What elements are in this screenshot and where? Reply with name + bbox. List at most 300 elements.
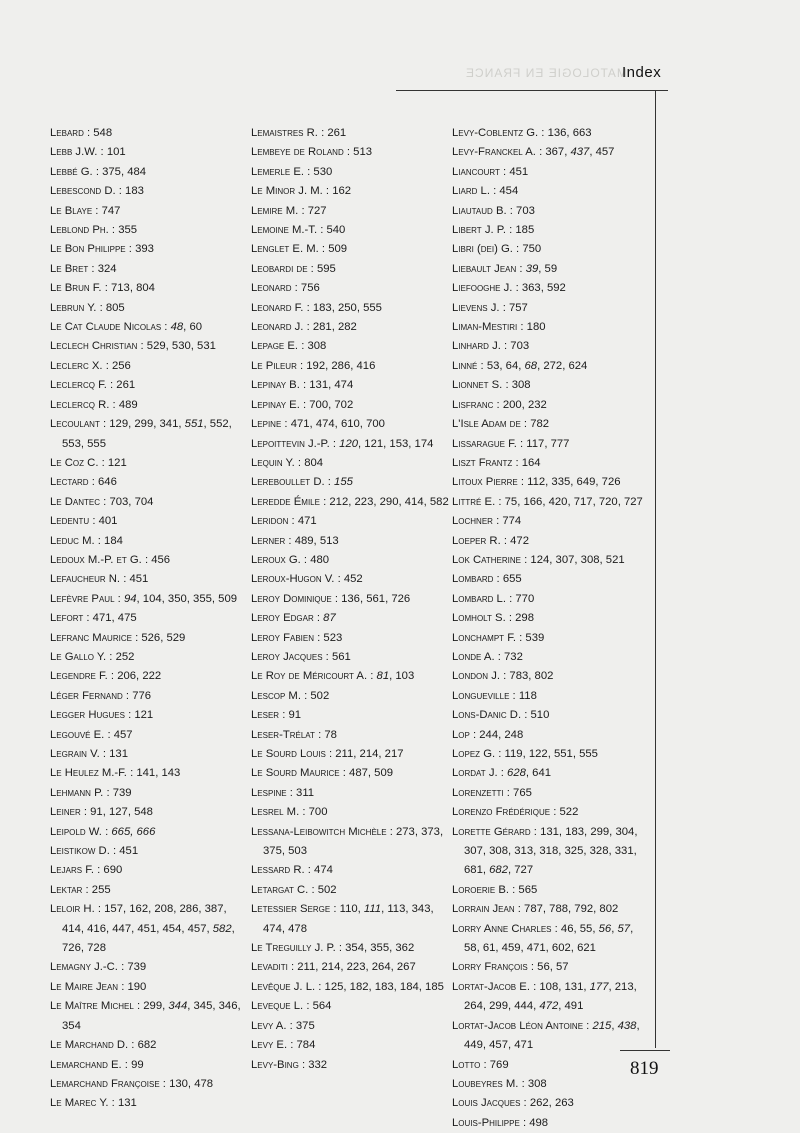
entry-name: Lissarague F. <box>452 437 517 450</box>
index-entry <box>452 532 652 551</box>
entry-name: Le Dantec <box>50 495 101 508</box>
entry-name: Lehmann P. <box>50 786 104 799</box>
entry-pages: : 308 <box>502 379 531 392</box>
entry-pages-emphasis: 57 <box>617 922 631 935</box>
index-entry <box>50 143 250 162</box>
entry-name: Léger Fernand <box>50 689 123 702</box>
entry-pages: : 471 <box>288 515 317 528</box>
entry-name: Levaditi <box>251 961 288 974</box>
entry-pages: : 190 <box>118 980 147 993</box>
index-entry <box>452 1056 652 1075</box>
entry-pages: : 355 <box>108 224 138 237</box>
index-entry <box>452 357 652 376</box>
entry-name: Leclercq R. <box>50 398 110 411</box>
index-entry <box>251 823 456 862</box>
entry-pages: : 539 <box>516 631 545 644</box>
index-entry <box>452 396 652 415</box>
entry-pages: : <box>329 437 340 450</box>
entry-pages: : 565 <box>509 883 538 896</box>
index-entry <box>50 415 250 454</box>
index-entry <box>50 726 250 745</box>
entry-name: Levy-Bing <box>251 1058 299 1071</box>
entry-pages: : 131 <box>108 1097 137 1110</box>
index-entry <box>452 590 652 609</box>
index-entry <box>50 687 250 706</box>
entry-pages: : 784 <box>287 1039 316 1052</box>
entry-pages: : 375 <box>286 1019 315 1032</box>
entry-name: Lemaistres R. <box>251 127 318 139</box>
entry-pages: , 726, 728 <box>62 922 235 955</box>
entry-pages: : 157, 162, 208, 286, 387, 414, 416, 447, 451, 454, 457, <box>62 903 227 935</box>
entry-pages: : 141, 143 <box>126 767 181 780</box>
index-entry <box>50 570 250 589</box>
entry-pages-emphasis: 155 <box>334 476 353 489</box>
entry-pages: : 131, 474 <box>299 379 354 392</box>
entry-pages: : 108, 131, <box>529 980 590 993</box>
entry-name: Louis-Philippe <box>452 1116 520 1129</box>
entry-name: Leveque L. <box>251 1000 304 1013</box>
entry-name: Ledoux M.-P. et G. <box>50 553 142 566</box>
index-entry <box>50 299 250 318</box>
entry-name: Lordat J. <box>452 767 498 780</box>
entry-pages: : 690 <box>94 864 123 877</box>
entry-pages: : 367, <box>535 146 571 159</box>
entry-pages: : 713, 804 <box>101 282 155 295</box>
entry-pages: : 46, 55, <box>551 922 599 935</box>
index-entry <box>452 667 652 686</box>
entry-name: Lemarchand E. <box>50 1058 122 1071</box>
entry-pages: : 332 <box>298 1058 328 1071</box>
entry-name: Lejars F. <box>50 864 94 877</box>
index-entry <box>452 260 652 279</box>
entry-name: Lortat-Jacob Léon Antoine <box>452 1019 584 1032</box>
entry-pages: : 129, 299, 341, <box>99 418 185 431</box>
index-entry <box>452 473 652 492</box>
entry-name: Liautaud B. <box>452 204 507 217</box>
entry-pages: : 180 <box>517 321 546 334</box>
entry-name: Lescop M. <box>251 689 301 702</box>
index-entry <box>452 648 652 667</box>
entry-pages: : 805 <box>96 301 125 314</box>
entry-name: Le Roy de Méricourt A. <box>251 670 368 683</box>
index-entry <box>452 435 652 454</box>
index-entry <box>251 143 456 162</box>
entry-name: Le Sourd Maurice <box>251 767 340 780</box>
entry-pages-emphasis: 438 <box>617 1019 637 1032</box>
index-entry <box>251 376 456 395</box>
entry-pages: : 646 <box>88 476 117 489</box>
index-entry <box>50 900 250 958</box>
entry-pages: : <box>101 825 112 838</box>
entry-name: Levy-Coblentz G. <box>452 127 539 139</box>
index-entry <box>452 493 652 512</box>
entry-name: Legger Hugues <box>50 709 125 722</box>
entry-name: Lectard <box>50 476 89 489</box>
entry-name: Leonard J. <box>251 321 304 334</box>
entry-name: Lonchampt F. <box>452 631 516 644</box>
index-entry <box>50 124 250 143</box>
entry-name: London J. <box>452 670 500 683</box>
entry-pages: : <box>324 476 335 489</box>
entry-pages: : <box>497 767 508 780</box>
entry-name: Le Blaye <box>50 204 93 217</box>
entry-name: Leipold W. <box>50 825 102 838</box>
index-entry <box>50 978 250 997</box>
entry-name: Leroux-Hugon V. <box>251 573 335 586</box>
entry-pages: : 164 <box>512 456 541 469</box>
entry-pages: : 804 <box>294 456 324 469</box>
index-entry <box>50 512 250 531</box>
entry-name: Lomholt S. <box>452 612 506 625</box>
entry-pages: , 457 <box>589 146 615 159</box>
entry-pages-emphasis: 120 <box>339 437 359 450</box>
bleed-through-text: MATOLOGIE EN FRANCE <box>465 66 627 80</box>
entry-pages: : 451 <box>120 573 149 586</box>
entry-name: Loroerie B. <box>452 883 509 896</box>
entry-name: Lortat-Jacob E. <box>452 980 530 993</box>
entry-pages: : 162 <box>322 185 352 198</box>
entry-name: Lepinay B. <box>251 379 300 392</box>
index-entry <box>251 939 456 958</box>
index-entry <box>251 706 456 725</box>
entry-pages: : 782 <box>520 418 550 431</box>
index-entry <box>50 958 250 977</box>
entry-pages: : 324 <box>88 262 117 275</box>
index-entry <box>452 337 652 356</box>
index-entry <box>452 454 652 473</box>
entry-name: Leredde Émile <box>251 495 320 508</box>
entry-name: Lespine <box>251 786 287 799</box>
index-entry <box>251 512 456 531</box>
entry-pages: , 103 <box>389 670 415 683</box>
entry-name: Leclech Christian <box>50 340 138 353</box>
index-entry <box>50 376 250 395</box>
entry-name: Le Minor J. M. <box>251 185 323 198</box>
entry-pages-emphasis: 682 <box>489 864 508 877</box>
entry-pages: : 787, 788, 792, 802 <box>514 903 619 916</box>
index-entry <box>251 318 456 337</box>
index-entry <box>50 396 250 415</box>
index-entry <box>452 1075 652 1094</box>
entry-name: Lionnet S. <box>452 379 503 392</box>
index-entry <box>50 163 250 182</box>
entry-pages: : 700 <box>299 806 328 819</box>
entry-pages: : 308 <box>518 1077 547 1090</box>
entry-pages: : 75, 166, 420, 717, 720, 727 <box>495 495 643 508</box>
entry-pages: : 502 <box>300 689 330 702</box>
index-entry <box>50 764 250 783</box>
entry-name: Lektar <box>50 883 83 896</box>
entry-name: Levy A. <box>251 1019 287 1032</box>
entry-pages: : 783, 802 <box>500 670 554 683</box>
entry-name: Le Coz C. <box>50 456 99 469</box>
entry-pages: : 118 <box>509 689 537 702</box>
entry-name: Leser-Trélat <box>251 728 315 741</box>
index-entry <box>50 318 250 337</box>
index-entry <box>251 958 456 977</box>
entry-pages: : <box>583 1019 593 1032</box>
entry-pages: : 529, 530, 531 <box>137 340 216 353</box>
index-entry <box>251 260 456 279</box>
entry-pages: : 255 <box>82 883 111 896</box>
entry-pages: : 53, 64, <box>477 359 525 372</box>
entry-name: Leblond Ph. <box>50 224 109 237</box>
index-entry <box>251 124 456 143</box>
entry-pages-emphasis: 551 <box>184 418 204 431</box>
entry-name: Lefort <box>50 612 84 625</box>
entry-pages: : 457 <box>104 728 133 741</box>
index-entry <box>251 978 456 997</box>
entry-pages: : 474 <box>304 864 333 877</box>
index-entry <box>251 279 456 298</box>
index-entry <box>50 590 250 609</box>
entry-name: Liancourt <box>452 165 500 178</box>
entry-name: Linhard J. <box>452 340 501 353</box>
index-entry <box>251 784 456 803</box>
entry-pages: , 60 <box>183 321 203 334</box>
entry-name: Lemagny J.-C. <box>50 961 118 974</box>
entry-pages: : 375, 484 <box>92 165 147 178</box>
index-entry <box>251 861 456 880</box>
entry-name: Louis Jacques <box>452 1097 521 1110</box>
index-entry <box>452 823 652 881</box>
entry-pages: : 452 <box>334 573 363 586</box>
index-entry <box>251 435 456 454</box>
entry-pages: : 776 <box>122 689 152 702</box>
entry-name: Lepinay E. <box>251 398 300 411</box>
index-entry <box>251 396 456 415</box>
entry-name: Lereboullet D. <box>251 476 325 489</box>
index-entry <box>251 900 456 939</box>
index-entry <box>452 163 652 182</box>
entry-pages: : 99 <box>121 1058 144 1071</box>
entry-name: Le Gallo Y. <box>50 650 107 663</box>
entry-name: Lons-Danic D. <box>452 709 522 722</box>
entry-pages: , 727 <box>508 864 534 877</box>
entry-name: Le Sourd Louis <box>251 748 326 760</box>
index-entry <box>50 842 250 861</box>
entry-pages: : 256 <box>102 359 131 372</box>
entry-name: Lebbé G. <box>50 165 93 178</box>
index-entry <box>50 997 250 1036</box>
entry-name: Lochner <box>452 515 493 528</box>
entry-name: Leclerc X. <box>50 359 103 372</box>
entry-pages: , 59 <box>538 262 558 275</box>
entry-pages: : 78 <box>314 728 337 741</box>
index-entry <box>452 143 652 162</box>
entry-name: Littré E. <box>452 495 496 508</box>
entry-pages-emphasis: 665, 666 <box>111 825 156 838</box>
index-entry <box>452 803 652 822</box>
index-entry <box>50 454 250 473</box>
index-entry <box>452 629 652 648</box>
entry-name: Lievens J. <box>452 301 500 314</box>
entry-pages: : 252 <box>106 650 135 663</box>
entry-name: Legendre F. <box>50 670 108 683</box>
entry-name: Lefaucheur N. <box>50 573 121 586</box>
entry-name: Leloir H. <box>50 903 95 916</box>
entry-name: Lop <box>452 728 470 741</box>
index-entry <box>50 667 250 686</box>
entry-pages: : 703 <box>506 204 535 217</box>
entry-pages: , 641 <box>525 767 552 780</box>
entry-name: Legrain V. <box>50 748 100 760</box>
index-entry <box>50 648 250 667</box>
entry-name: Loeper R. <box>452 534 501 547</box>
entry-name: Litoux Pierre <box>452 476 518 489</box>
entry-pages: : 530 <box>304 165 333 178</box>
entry-pages: , 272, 624 <box>537 359 588 372</box>
entry-pages: : <box>114 592 124 605</box>
entry-name: Levy E. <box>251 1039 288 1052</box>
index-entry <box>50 337 250 356</box>
entry-name: Lemarchand Françoise <box>50 1077 160 1090</box>
index-entry <box>452 687 652 706</box>
index-entry <box>251 551 456 570</box>
entry-pages: , 345, 346, 354 <box>62 1000 241 1032</box>
entry-pages: : 393 <box>125 243 154 256</box>
entry-pages: : 110, <box>330 903 364 916</box>
entry-name: Leridon <box>251 515 289 528</box>
entry-pages: : 456 <box>141 553 171 566</box>
index-entry <box>251 202 456 221</box>
entry-name: Londe A. <box>452 650 495 663</box>
entry-pages: : 125, 182, 183, 184, 185 <box>315 980 444 993</box>
entry-pages: : 281, 282 <box>303 321 357 334</box>
entry-name: Le Brun F. <box>50 282 102 295</box>
index-entry <box>50 1075 250 1094</box>
entry-pages: : 454 <box>489 185 519 198</box>
entry-pages: : 472 <box>500 534 529 547</box>
entry-pages: : 480 <box>300 553 330 566</box>
entry-pages: : 354, 355, 362 <box>335 942 415 955</box>
index-entry <box>50 1036 250 1055</box>
index-entry <box>452 182 652 201</box>
entry-name: Liszt Frantz <box>452 456 513 469</box>
entry-pages-emphasis: 56 <box>598 922 612 935</box>
entry-pages: : 244, 248 <box>469 728 524 741</box>
index-entry <box>50 609 250 628</box>
entry-pages-emphasis: 87 <box>323 612 336 625</box>
entry-name: Lebescond D. <box>50 185 116 198</box>
entry-pages: : 212, 223, 290, 414, 582 <box>319 495 449 508</box>
entry-name: Lopez G. <box>452 748 496 760</box>
index-entry <box>452 881 652 900</box>
index-entry <box>50 803 250 822</box>
entry-pages: : <box>516 262 526 275</box>
entry-name: Leistikow D. <box>50 845 110 858</box>
entry-pages: : 200, 232 <box>493 398 547 411</box>
entry-pages: , 58, 61, 459, 471, 602, 621 <box>464 922 634 955</box>
header-rule <box>396 90 668 91</box>
index-entry <box>452 124 652 143</box>
entry-name: Lorry François <box>452 961 528 974</box>
entry-pages: : 595 <box>307 262 336 275</box>
entry-pages: , 552, 553, 555 <box>62 418 232 450</box>
entry-name: L'Isle Adam de <box>452 418 521 431</box>
entry-pages-emphasis: 215 <box>592 1019 612 1032</box>
entry-pages: : 703 <box>500 340 530 353</box>
entry-pages-emphasis: 472 <box>539 1000 559 1013</box>
index-column-2 <box>251 124 456 1075</box>
index-entry <box>452 512 652 531</box>
entry-pages: : 510 <box>521 709 550 722</box>
entry-name: Leroy Fabien <box>251 631 315 644</box>
index-entry <box>251 182 456 201</box>
entry-name: Leiner <box>50 806 81 819</box>
entry-pages-emphasis: 39 <box>525 262 539 275</box>
entry-name: Lequin Y. <box>251 456 295 469</box>
index-entry <box>50 551 250 570</box>
entry-name: Lok Catherine <box>452 553 521 566</box>
entry-pages-emphasis: 81 <box>376 670 390 683</box>
index-entry <box>251 726 456 745</box>
index-entry <box>452 958 652 977</box>
index-entry <box>50 473 250 492</box>
entry-pages: : 183, 250, 555 <box>303 301 382 314</box>
index-entry <box>452 376 652 395</box>
index-entry <box>452 240 652 259</box>
entry-pages: : 769 <box>480 1058 509 1071</box>
entry-name: Leroy Edgar <box>251 612 314 625</box>
entry-pages: : 101 <box>97 146 126 159</box>
index-entry <box>50 182 250 201</box>
entry-pages-emphasis: 437 <box>570 146 590 159</box>
entry-name: Liman-Mestiri <box>452 321 518 334</box>
entry-name: Le Bon Philippe <box>50 243 126 256</box>
entry-pages: : 522 <box>550 806 579 819</box>
entry-pages: : 136, 663 <box>538 127 592 139</box>
entry-pages: : 311 <box>286 786 315 799</box>
index-entry <box>50 629 250 648</box>
entry-pages: : 56, 57 <box>527 961 569 974</box>
index-entry <box>251 163 456 182</box>
entry-pages: : 489, 513 <box>285 534 339 547</box>
page-title: Index <box>622 64 662 81</box>
entry-pages: : 131 <box>99 748 128 760</box>
entry-pages: : 540 <box>317 224 346 237</box>
entry-pages: : 471, 474, 610, 700 <box>281 418 385 431</box>
entry-name: Leroy Jacques <box>251 650 323 663</box>
entry-pages: , 104, 350, 355, 509 <box>136 592 238 605</box>
entry-name: Lefranc Maurice <box>50 631 132 644</box>
entry-pages: : 308 <box>298 340 327 353</box>
side-rule <box>655 90 656 1048</box>
entry-name: Leroy Dominique <box>251 592 332 605</box>
index-entry <box>50 823 250 842</box>
entry-pages: : 451 <box>109 845 139 858</box>
entry-pages-emphasis: 68 <box>524 359 538 372</box>
entry-name: Lecoulant <box>50 418 100 431</box>
index-entry <box>50 221 250 240</box>
entry-pages: : 451 <box>499 165 529 178</box>
entry-name: Libri (dei) G. <box>452 243 513 256</box>
entry-pages: : 363, 592 <box>512 282 566 295</box>
entry-name: Longueville <box>452 689 510 702</box>
entry-name: Leonard <box>251 282 292 295</box>
entry-pages: : 703, 704 <box>100 495 154 508</box>
entry-pages: : 700, 702 <box>299 398 354 411</box>
entry-pages: : 112, 335, 649, 726 <box>517 476 621 489</box>
entry-name: Lemerle E. <box>251 165 304 178</box>
index-entry <box>50 861 250 880</box>
entry-pages: : 185 <box>505 224 535 237</box>
index-entry <box>50 260 250 279</box>
entry-pages: : 561 <box>322 650 351 663</box>
entry-name: Lorenzetti <box>452 786 504 799</box>
entry-pages-emphasis: 111 <box>363 903 382 916</box>
entry-pages-emphasis: 628 <box>507 767 526 780</box>
